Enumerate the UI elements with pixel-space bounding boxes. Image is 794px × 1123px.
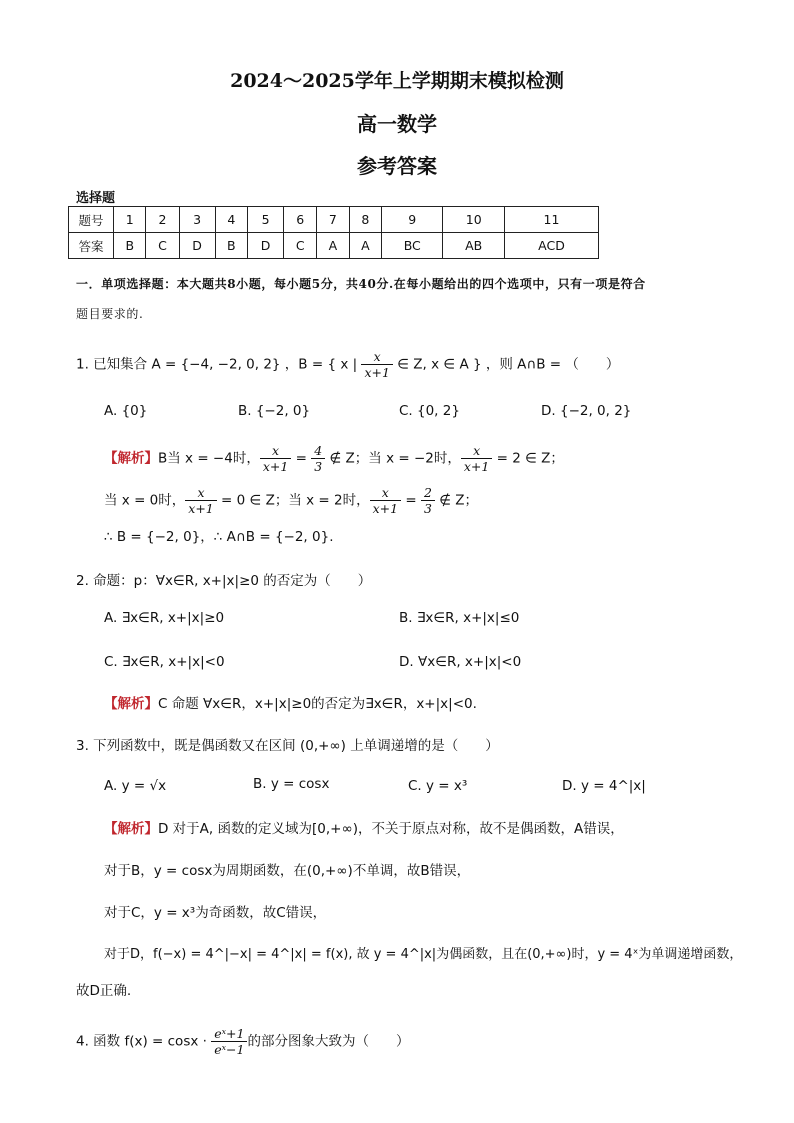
- table-cell: 11: [504, 207, 598, 233]
- table-cell: C: [146, 233, 179, 259]
- solution-tag: 【解析】: [104, 821, 158, 837]
- table-cell: 3: [179, 207, 215, 233]
- table-cell: AB: [443, 233, 505, 259]
- q3-solution-line4: 对于D，f(−x) = 4^|−x| = 4^|x| = f(x), 故 y = 4^|x|为偶函数，且在(0,+∞)时，y = 4ˣ为单调递增函数，: [104, 947, 743, 962]
- fraction: [421, 485, 435, 516]
- choice-section-label: 选择题: [76, 191, 116, 206]
- solution-text: D 对于A, 函数的定义域为[0,+∞)，不关于原点对称，故不是偶函数，A错误，: [158, 821, 624, 837]
- question-3-stem: 3. 下列函数中，既是偶函数又在区间 (0,+∞) 上单调递增的是（ ）: [76, 738, 499, 754]
- fraction-denominator: 3: [314, 459, 323, 474]
- q3-solution-line2: 对于B，y = cosx为周期函数，在(0,+∞)不单调，故B错误，: [104, 863, 471, 879]
- q1-option-a: A. {0}: [104, 403, 148, 419]
- q1-stem-part-b: ∈ Z, x ∈ A } ，则 A∩B = （ ）: [392, 356, 620, 373]
- table-header-cell: 题号: [69, 207, 114, 233]
- table-header-cell: 答案: [69, 233, 114, 259]
- table-cell: B: [215, 233, 247, 259]
- fraction-denominator: eˣ−1: [214, 1042, 245, 1057]
- table-cell: 10: [443, 207, 505, 233]
- table-cell: C: [284, 233, 317, 259]
- fraction-denominator: x+1: [463, 459, 490, 474]
- fraction-denominator: x+1: [188, 501, 214, 516]
- question-2-stem: 2. 命题：p：∀x∈R, x+|x|≥0 的否定为（ ）: [76, 573, 372, 589]
- q1-solution-line3: ∴ B = {−2, 0}，∴ A∩B = {−2, 0}.: [104, 529, 334, 545]
- fraction-numerator: x: [185, 485, 216, 501]
- fraction-numerator: x: [361, 349, 392, 365]
- table-cell: 7: [317, 207, 349, 233]
- fraction-denominator: x+1: [262, 459, 289, 474]
- table-cell: 8: [349, 207, 381, 233]
- question-4-stem: [76, 1026, 409, 1057]
- table-row-numbers: [69, 207, 599, 233]
- fraction: [260, 443, 291, 474]
- table-cell: A: [349, 233, 381, 259]
- question-1-stem: [76, 349, 619, 380]
- table-cell: BC: [382, 233, 443, 259]
- table-cell: D: [179, 233, 215, 259]
- fraction-denominator: x+1: [372, 501, 399, 516]
- q4-stem-fraction: [211, 1026, 247, 1057]
- table-cell: B: [114, 233, 146, 259]
- fraction-numerator: x: [260, 443, 291, 459]
- solution-text: ∉ Z；当 x = −2时，: [325, 450, 461, 467]
- table-cell: 6: [284, 207, 317, 233]
- solution-text: = 0 ∈ Z；当 x = 2时，: [216, 492, 370, 509]
- solution-text: = 2 ∈ Z；: [492, 450, 564, 467]
- solution-text: 当 x = 0时，: [104, 492, 186, 509]
- solution-text: C 命题 ∀x∈R，x+|x|≥0的否定为∃x∈R，x+|x|<0.: [158, 696, 477, 712]
- q2-option-b: B. ∃x∈R, x+|x|≤0: [399, 610, 520, 626]
- part1-description-line2: 题目要求的.: [76, 307, 144, 321]
- table-cell: 2: [146, 207, 179, 233]
- solution-tag: 【解析】: [104, 450, 158, 467]
- exam-title: 2024～2025学年上学期期末模拟检测: [230, 70, 564, 92]
- solution-tag: 【解析】: [104, 696, 158, 712]
- table-cell: D: [248, 233, 284, 259]
- q1-option-c: C. {0, 2}: [399, 403, 460, 419]
- solution-text: ∉ Z；: [434, 492, 479, 509]
- q3-solution-line1: [104, 820, 624, 838]
- fraction-numerator: eˣ+1: [211, 1026, 247, 1042]
- fraction-denominator: 3: [423, 501, 432, 516]
- q4-stem-part-b: 的部分图象大致为（ ）: [247, 1033, 410, 1050]
- q2-option-a: A. ∃x∈R, x+|x|≥0: [104, 610, 225, 626]
- answers-title: 参考答案: [357, 154, 437, 178]
- solution-text: =: [291, 450, 312, 467]
- q1-stem-fraction: [361, 349, 392, 380]
- fraction-denominator: x+1: [364, 365, 390, 380]
- fraction: [311, 443, 325, 474]
- fraction: [370, 485, 401, 516]
- table-cell: 1: [114, 207, 146, 233]
- table-cell: 4: [215, 207, 247, 233]
- q2-option-c: C. ∃x∈R, x+|x|<0: [104, 654, 225, 670]
- q1-solution-line1: [104, 443, 564, 474]
- fraction-numerator: x: [461, 443, 492, 459]
- q3-solution-line5: 故D正确.: [76, 983, 132, 999]
- q3-option-c: C. y = x³: [408, 778, 468, 794]
- table-cell: A: [317, 233, 349, 259]
- fraction-numerator: 2: [421, 485, 435, 501]
- table-cell: 5: [248, 207, 284, 233]
- q4-stem-part-a: 4. 函数 f(x) = cosx ·: [76, 1033, 212, 1050]
- table-row-answers: [69, 233, 599, 259]
- q3-option-b: B. y = cosx: [253, 776, 330, 792]
- solution-text: =: [401, 492, 421, 509]
- q3-option-d: D. y = 4^|x|: [562, 778, 646, 794]
- q1-option-d: D. {−2, 0, 2}: [541, 403, 632, 419]
- q2-solution: [104, 695, 477, 713]
- subject-title: 高一数学: [357, 112, 437, 136]
- answer-table: [68, 206, 599, 259]
- table-cell: ACD: [504, 233, 598, 259]
- solution-text: B当 x = −4时，: [158, 450, 260, 467]
- q1-option-b: B. {−2, 0}: [238, 403, 311, 419]
- q2-option-d: D. ∀x∈R, x+|x|<0: [399, 654, 522, 670]
- fraction: [185, 485, 216, 516]
- part1-description-line1: 一．单项选择题：本大题共8小题，每小题5分，共40分.在每小题给出的四个选项中，只有一项是符合: [76, 277, 646, 291]
- q1-solution-line2: [104, 485, 478, 516]
- fraction-numerator: x: [370, 485, 401, 501]
- q1-stem-part-a: 1. 已知集合 A = {−4, −2, 0, 2} ，B = { x |: [76, 356, 362, 373]
- q3-solution-line3: 对于C，y = x³为奇函数，故C错误，: [104, 905, 327, 921]
- fraction: [461, 443, 492, 474]
- fraction-numerator: 4: [311, 443, 325, 459]
- q3-option-a: A. y = √x: [104, 778, 167, 794]
- table-cell: 9: [382, 207, 443, 233]
